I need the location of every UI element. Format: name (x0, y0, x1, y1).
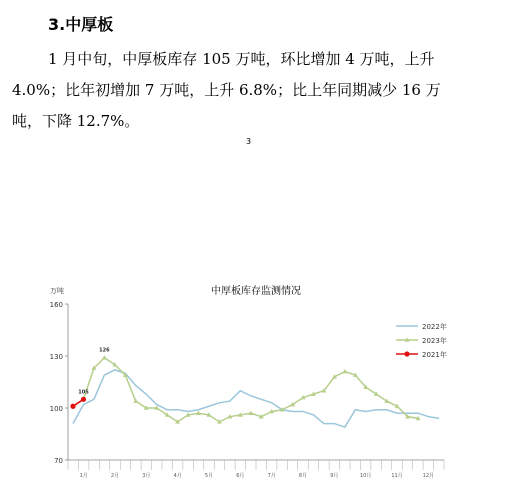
data-point (133, 398, 138, 402)
x-month-label: 10月 (359, 473, 372, 479)
data-label: 126 (99, 347, 110, 354)
inventory-chart (44, 280, 510, 498)
x-month-label: 9月 (330, 473, 339, 479)
series-line (73, 358, 418, 422)
x-month-label: 11月 (391, 473, 403, 479)
data-point (70, 404, 75, 409)
x-month-label: 2月 (110, 473, 120, 479)
page-number: 3 (246, 137, 252, 146)
x-month-label: 7月 (267, 473, 276, 479)
legend-label: 2022年 (422, 323, 447, 331)
paragraph-line: 1 月中旬，中厚板库存 105 万吨，环比增加 4 万吨，上升 (48, 50, 435, 68)
y-tick-label: 100 (49, 405, 63, 413)
y-axis-unit: 万吨 (50, 287, 64, 295)
x-month-label: 1月 (79, 473, 88, 479)
data-point (102, 355, 107, 359)
body-paragraph (12, 44, 510, 137)
data-point (342, 369, 347, 373)
legend-label: 2021年 (422, 351, 447, 359)
data-point (81, 397, 86, 402)
legend-label: 2023年 (422, 337, 447, 345)
y-tick-label: 130 (49, 353, 63, 361)
x-month-label: 4月 (173, 473, 182, 479)
section-heading: 3.中厚板 (48, 15, 114, 34)
chart-title: 中厚板库存监测情况 (211, 286, 301, 297)
data-label: 105 (78, 389, 89, 396)
x-month-label: 12月 (422, 473, 435, 479)
paragraph-line: 吨，下降 12.7%。 (12, 112, 140, 130)
y-tick-label: 160 (49, 301, 63, 309)
x-month-label: 3月 (142, 473, 151, 479)
y-tick-label: 70 (54, 457, 63, 465)
legend-marker (404, 351, 409, 356)
x-month-label: 5月 (204, 473, 214, 479)
x-month-label: 6月 (236, 473, 245, 479)
paragraph-line: 4.0%；比年初增加 7 万吨，上升 6.8%；比上年同期减少 16 万 (12, 81, 441, 99)
x-month-label: 8月 (298, 473, 308, 479)
